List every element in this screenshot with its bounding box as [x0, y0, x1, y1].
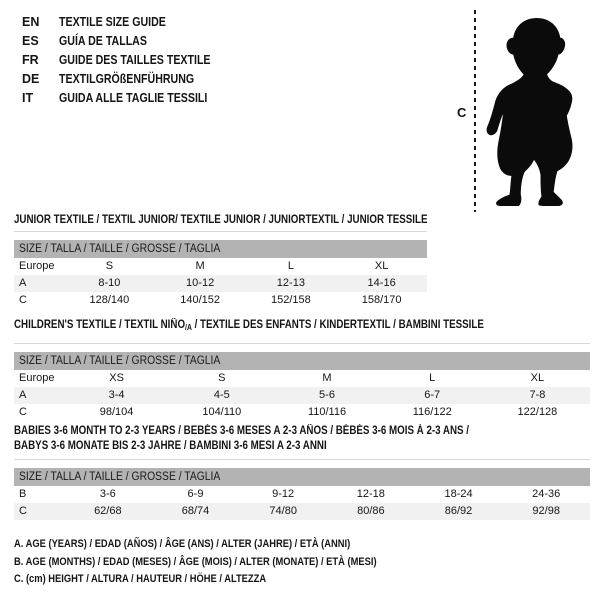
table-cell: XS	[109, 372, 124, 384]
junior-section-title-text: JUNIOR TEXTILE / TEXTIL JUNIOR/ TEXTILE JUNIOR / JUNIORTEXTIL / JUNIOR TESSILE	[14, 214, 428, 226]
language-row-fr	[22, 50, 237, 69]
table-cell: 68/74	[181, 505, 210, 517]
title-part: CHILDREN'S TEXTILE / TEXTIL NIÑO	[14, 319, 186, 331]
language-code: DE	[22, 71, 40, 86]
table-cell: 9-12	[272, 488, 295, 500]
language-label: TEXTILE SIZE GUIDE	[59, 14, 166, 29]
table-cell: 92/98	[532, 505, 560, 517]
row-label: Europe	[19, 372, 55, 384]
language-label: TEXTILGRÖßENFÜHRUNG	[59, 71, 195, 86]
footnote-b	[14, 554, 441, 572]
table-row	[14, 292, 427, 309]
size-header-text: SIZE / TALLA / TAILLE / GRÖSSE / TAGLIA	[19, 355, 221, 367]
table-cell: 86/92	[444, 505, 473, 517]
table-cell: 158/170	[361, 294, 402, 306]
size-header-bar	[14, 352, 590, 370]
language-label: GUIDA ALLE TAGLIE TESSILI	[59, 90, 208, 105]
table-cell: 6-7	[424, 389, 441, 401]
size-header-text: SIZE / TALLA / TAILLE / GRÖSSE / TAGLIA	[19, 471, 221, 483]
table-cell: 6-9	[187, 488, 204, 500]
table-cell: S	[218, 372, 226, 384]
footnote-c	[14, 571, 441, 589]
babies-title-line1: BABIES 3-6 MONTH TO 2-3 YEARS / BEBÉS 3-6 MESES A 2-3 AÑOS / BÉBÉS 3-6 MOIS À 2-3 ANS /	[14, 425, 470, 437]
language-row-en	[22, 12, 237, 31]
table-cell: 12-13	[276, 277, 305, 289]
table-cell: 3-4	[108, 389, 125, 401]
children-size-table	[14, 343, 590, 421]
table-cell: 116/122	[412, 406, 452, 418]
table-row	[14, 275, 427, 292]
table-cell: L	[287, 260, 294, 272]
table-cell: 98/104	[99, 406, 134, 418]
language-label: GUIDE DES TAILLES TEXTILE	[59, 52, 211, 67]
table-cell: 4-5	[213, 389, 230, 401]
table-row	[14, 387, 590, 404]
table-cell: 7-8	[529, 389, 546, 401]
table-cell: 18-24	[444, 488, 473, 500]
row-label: A	[19, 389, 27, 401]
language-list	[22, 12, 237, 107]
table-cell: M	[195, 260, 205, 272]
size-header-bar	[14, 240, 427, 258]
language-row-es	[22, 31, 237, 50]
footnote-c-text: C. (cm) HEIGHT / ALTURA / HAUTEUR / HÖHE / ALTEZZA	[14, 573, 267, 585]
babies-section-title	[14, 424, 549, 454]
row-label: C	[19, 406, 27, 418]
size-header-bar	[14, 468, 590, 486]
language-code: FR	[22, 52, 39, 67]
title-part: / TEXTILE DES ENFANTS / KINDERTEXTIL / BAMBINI TESSILE	[191, 319, 484, 331]
row-label: C	[19, 294, 27, 306]
table-row	[14, 486, 590, 503]
footnotes	[14, 536, 441, 589]
language-code: IT	[22, 90, 34, 105]
table-cell: 10-12	[186, 277, 215, 289]
table-cell: S	[105, 260, 114, 272]
children-section-title-text	[14, 318, 484, 335]
table-cell: 104/110	[202, 406, 242, 418]
table-cell: 122/128	[517, 406, 558, 418]
junior-size-table	[14, 231, 427, 309]
table-row	[14, 258, 427, 275]
language-code: EN	[22, 14, 40, 29]
table-cell: 80/86	[357, 505, 385, 517]
footnote-b-text: B. AGE (MONTHS) / EDAD (MESES) / ÂGE (MOIS) / ALTER (MONATE) / ETÀ (MESI)	[14, 555, 377, 568]
table-cell: L	[429, 372, 436, 384]
title-subscript: /A	[185, 323, 192, 332]
baby-silhouette	[486, 10, 580, 212]
size-header-text: SIZE / TALLA / TAILLE / GRÖSSE / TAGLIA	[19, 243, 221, 255]
table-row	[14, 404, 590, 421]
junior-section-title	[14, 213, 500, 228]
table-cell: 3-6	[99, 488, 116, 500]
row-label: A	[19, 277, 27, 289]
height-measure-dotted-line	[474, 10, 476, 212]
table-cell: 24-36	[532, 488, 561, 500]
height-measure-label: C	[457, 105, 467, 120]
footnote-a-text: A. AGE (YEARS) / EDAD (AÑOS) / ÂGE (ANS) / ALTER (JAHRE) / ETÀ (ANNI)	[14, 538, 351, 550]
table-cell: 14-16	[367, 277, 396, 289]
children-section-title	[14, 318, 567, 335]
table-cell: 110/116	[307, 406, 347, 418]
language-row-it	[22, 88, 237, 107]
table-cell: 62/68	[94, 505, 122, 517]
table-cell: 128/140	[89, 294, 130, 306]
table-cell: 12-18	[356, 488, 385, 500]
table-row	[14, 503, 590, 520]
language-label: GUÍA DE TALLAS	[59, 33, 147, 48]
row-label: B	[19, 488, 27, 500]
table-cell: 152/158	[270, 294, 311, 306]
row-label: Europe	[19, 260, 55, 272]
table-cell: 5-6	[319, 389, 335, 401]
table-cell: 8-10	[98, 277, 121, 289]
footnote-a	[14, 536, 441, 554]
language-code: ES	[22, 33, 39, 48]
babies-size-table	[14, 459, 590, 520]
table-cell: 74/80	[269, 505, 297, 517]
table-row	[14, 370, 590, 387]
table-cell: XL	[530, 372, 545, 384]
row-label: C	[19, 505, 27, 517]
babies-title-line2: BABYS 3-6 MONATE BIS 2-3 JAHRE / BAMBINI 3-6 MESI A 2-3 ANNI	[14, 440, 327, 452]
table-cell: 140/152	[180, 294, 220, 306]
table-cell: M	[322, 372, 332, 384]
table-cell: XL	[374, 260, 389, 272]
language-row-de	[22, 69, 237, 88]
